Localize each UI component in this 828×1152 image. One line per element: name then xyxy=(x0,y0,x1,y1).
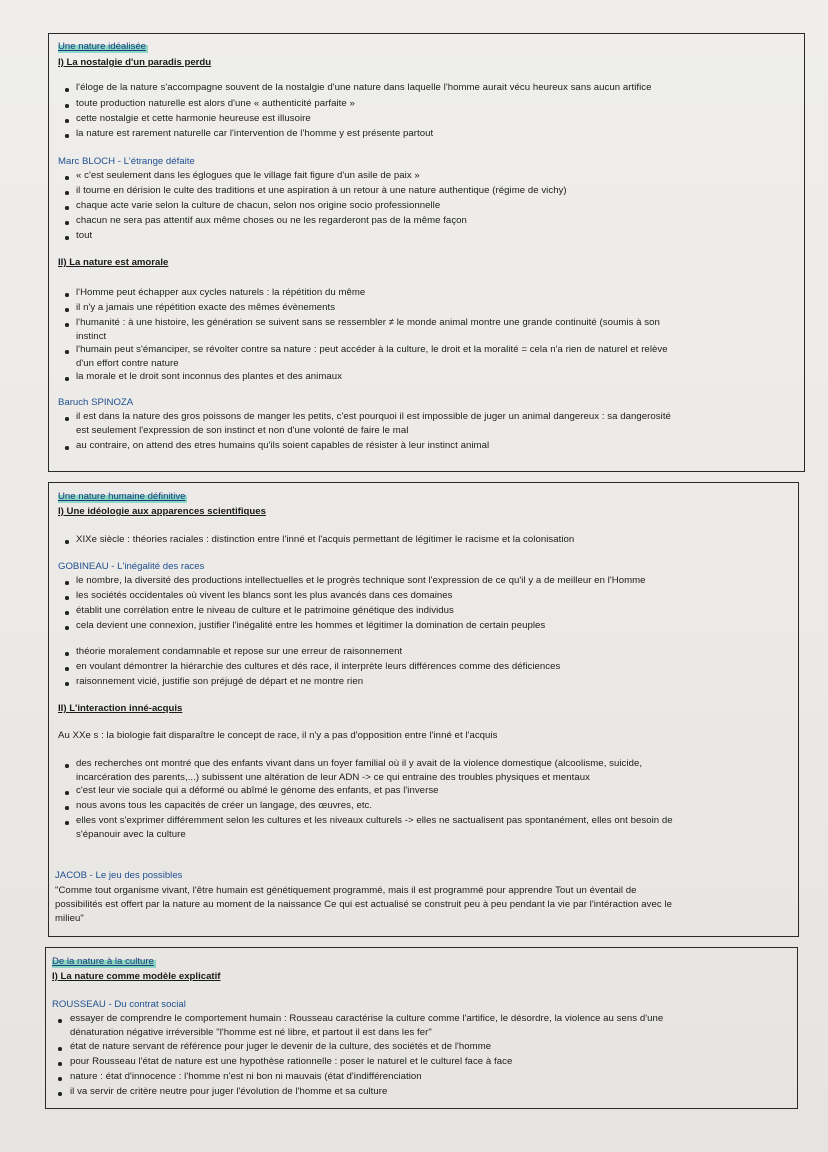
list-item-continuation: instinct xyxy=(76,331,107,342)
bullet-icon xyxy=(65,323,69,327)
quote-line: possibilités est offert par la nature au moment de la naissance Ce qui est actualisé se construit peu à peu pendant la vie par l'intéraction avec le xyxy=(55,899,673,910)
list-item: l'éloge de la nature s'accompagne souvent de la nostalgie d'une nature dans laquelle l'homme aurait vécu heureux sans aucun artifice xyxy=(76,82,652,93)
bullet-icon xyxy=(65,626,69,630)
author-heading: GOBINEAU - L'inégalité des races xyxy=(58,561,205,572)
list-item: la nature est rarement naturelle car l'intervention de l'homme y est présente partout xyxy=(76,128,434,139)
bullet-icon xyxy=(58,1062,62,1066)
list-item: « c'est seulement dans les églogues que le village fait figure d'un asile de paix » xyxy=(76,170,420,181)
part-heading: II) La nature est amorale xyxy=(58,257,169,268)
list-item-continuation: incarcération des parents,...) subissent une altération de leur ADN -> ce qui entraine des troubles physiques et mentaux xyxy=(76,772,590,783)
bullet-icon xyxy=(65,821,69,825)
author-heading: Baruch SPINOZA xyxy=(58,397,134,408)
list-item: cette nostalgie et cette harmonie heureuse est illusoire xyxy=(76,113,311,124)
list-item: le nombre, la diversité des productions intellectuelles et le progrès technique sont l'expression de ce qu'il y a de meilleur en l'Homme xyxy=(76,575,646,586)
bullet-icon xyxy=(65,377,69,381)
part-heading: I) La nature comme modèle explicatif xyxy=(52,971,221,982)
list-item: cela devient une connexion, justifier l'inégalité entre les hommes et légitimer la domination de certain peuples xyxy=(76,620,546,631)
bullet-icon xyxy=(65,764,69,768)
part-heading: I) La nostalgie d'un paradis perdu xyxy=(58,57,212,68)
part-heading: I) Une idéologie aux apparences scientifiques xyxy=(58,506,266,517)
list-item: l'humanité : à une histoire, les génération se suivent sans se ressembler ≠ le monde animal montre une grande continuité (soumis à son xyxy=(76,317,660,328)
bullet-icon xyxy=(58,1047,62,1051)
author-heading: Marc BLOCH - L'étrange défaite xyxy=(58,156,195,167)
bullet-icon xyxy=(65,191,69,195)
quote-line: "Comme tout organisme vivant, l'être humain est génétiquement programmé, mais il est programmé pour apprendre Tout un éventail de xyxy=(55,885,637,896)
list-item: essayer de comprendre le comportement humain : Rousseau caractérise la culture comme l'artifice, le désordre, la violence au sens d'une xyxy=(70,1013,664,1024)
list-item: nature : état d'innocence : l'homme n'est ni bon ni mauvais (état d'indifférenciation xyxy=(70,1071,422,1082)
bullet-icon xyxy=(65,540,69,544)
bullet-icon xyxy=(58,1019,62,1023)
section-title: Une nature idéalisée xyxy=(58,41,147,52)
list-item: au contraire, on attend des etres humains qu'ils soient capables de résister à leur instinct animal xyxy=(76,440,490,451)
bullet-icon xyxy=(65,682,69,686)
list-item: état de nature servant de référence pour juger le devenir de la culture, des sociétés et de l'homme xyxy=(70,1041,492,1052)
list-item: chacun ne sera pas attentif aux même choses ou ne les regarderont pas de la même façon xyxy=(76,215,467,226)
bullet-icon xyxy=(65,652,69,656)
list-item: des recherches ont montré que des enfants vivant dans un foyer familial où il y avait de la violence domestique (alcoolisme, suicide, xyxy=(76,758,643,769)
list-item-continuation: s'épanouir avec la culture xyxy=(76,829,186,840)
bullet-icon xyxy=(65,667,69,671)
list-item-continuation: d'un effort contre nature xyxy=(76,358,179,369)
bullet-icon xyxy=(65,221,69,225)
bullet-icon xyxy=(65,88,69,92)
bullet-icon xyxy=(65,417,69,421)
bullet-icon xyxy=(65,293,69,297)
list-item: théorie moralement condamnable et repose sur une erreur de raisonnement xyxy=(76,646,403,657)
list-item: raisonnement vicié, justifie son préjugé de départ et ne montre rien xyxy=(76,676,364,687)
list-item-continuation: est seulement l'expression de son instinct et non d'une volonté de faire le mal xyxy=(76,425,409,436)
bullet-icon xyxy=(65,350,69,354)
quote-line: milieu" xyxy=(55,913,84,924)
bullet-icon xyxy=(65,308,69,312)
list-item: les sociétés occidentales où vivent les blancs sont les plus avancés dans ces domaines xyxy=(76,590,453,601)
author-heading: ROUSSEAU - Du contrat social xyxy=(52,999,186,1010)
list-item: c'est leur vie sociale qui a déformé ou abîmé le génome des enfants, et pas l'inverse xyxy=(76,785,439,796)
bullet-icon xyxy=(65,119,69,123)
bullet-icon xyxy=(65,581,69,585)
bullet-icon xyxy=(65,791,69,795)
bullet-icon xyxy=(65,176,69,180)
list-item: il n'y a jamais une répétition exacte des mêmes évènements xyxy=(76,302,336,313)
list-item: XIXe siècle : théories raciales : distinction entre l'inné et l'acquis permettant de légitimer le racisme et la colonisation xyxy=(76,534,575,545)
bullet-icon xyxy=(58,1077,62,1081)
bullet-icon xyxy=(65,206,69,210)
section-title: Une nature humaine définitive xyxy=(58,491,186,502)
bullet-icon xyxy=(65,596,69,600)
list-item: chaque acte varie selon la culture de chacun, selon nos origine socio professionnelle xyxy=(76,200,441,211)
list-item: la morale et le droit sont inconnus des plantes et des animaux xyxy=(76,371,343,382)
list-item: tout xyxy=(76,230,93,241)
list-item: il est dans la nature des gros poissons de manger les petits, c'est pourquoi il est impossible de juger un animal dangereux : sa dangerosité xyxy=(76,411,671,422)
list-item: en voulant démontrer la hiérarchie des cultures et dés race, il interprète leurs différences comme des déficiences xyxy=(76,661,561,672)
bullet-icon xyxy=(65,806,69,810)
bullet-icon xyxy=(58,1092,62,1096)
list-item: nous avons tous les capacités de créer un langage, des œuvres, etc. xyxy=(76,800,373,811)
bullet-icon xyxy=(65,104,69,108)
list-item: toute production naturelle est alors d'une « authenticité parfaite » xyxy=(76,98,355,109)
bullet-icon xyxy=(65,446,69,450)
paragraph: Au XXe s : la biologie fait disparaître le concept de race, il n'y a pas d'opposition entre l'inné et l'acquis xyxy=(58,730,498,741)
list-item: pour Rousseau l'état de nature est une hypothèse rationnelle : poser le naturel et le culturel face à face xyxy=(70,1056,513,1067)
list-item: établit une corrélation entre le niveau de culture et le patrimoine génétique des individus xyxy=(76,605,454,616)
section-title: De la nature à la culture xyxy=(52,956,154,967)
list-item: l'Homme peut échapper aux cycles naturels : la répétition du même xyxy=(76,287,366,298)
bullet-icon xyxy=(65,611,69,615)
list-item-continuation: dénaturation négative irréversible "l'homme est né libre, et partout il est dans les fer" xyxy=(70,1027,432,1038)
list-item: elles vont s'exprimer différemment selon les cultures et les niveaux culturels -> elles ne sactualisent pas spontanément, elles ont besoin de xyxy=(76,815,673,826)
list-item: il va servir de critère neutre pour juger l'évolution de l'homme et sa culture xyxy=(70,1086,388,1097)
part-heading: II) L'interaction inné-acquis xyxy=(58,703,183,714)
list-item: il tourne en dérision le culte des traditions et une aspiration à un retour à une nature authentique (régime de vichy) xyxy=(76,185,567,196)
author-heading: JACOB - Le jeu des possibles xyxy=(55,870,183,881)
bullet-icon xyxy=(65,134,69,138)
bullet-icon xyxy=(65,236,69,240)
list-item: l'humain peut s'émanciper, se révolter contre sa nature : peut accéder à la culture, le droit et la moralité = cela n'a rien de naturel et relève xyxy=(76,344,668,355)
